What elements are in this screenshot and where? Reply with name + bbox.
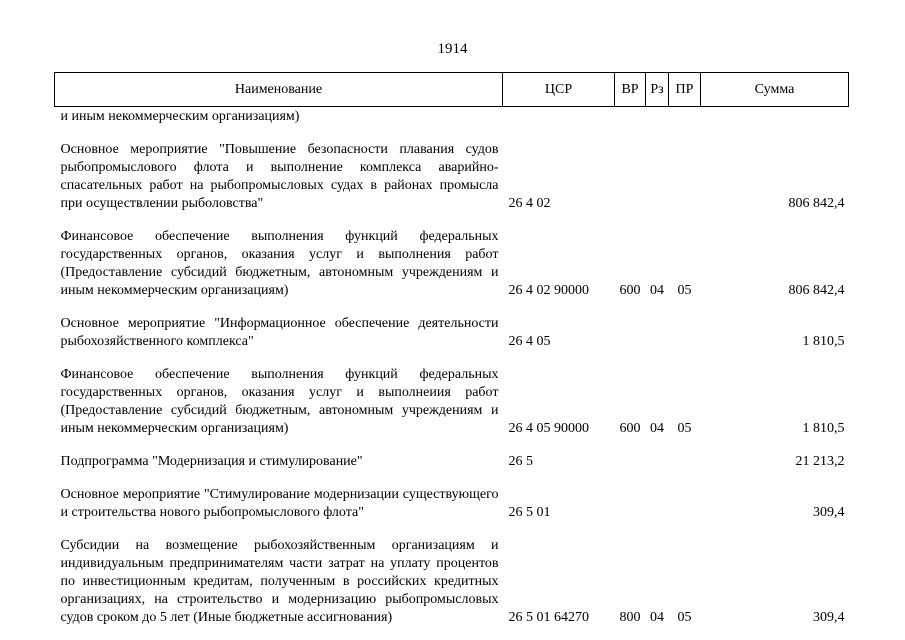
table-row [55, 366, 849, 438]
row-csr: 26 4 05 [508, 334, 551, 349]
row-name: Подпрограмма "Модернизация и стимулирование" [60, 454, 363, 469]
row-rz [646, 315, 669, 351]
row-rz: 04 [650, 421, 664, 436]
row-vr: 600 [619, 421, 641, 436]
table-row [55, 228, 849, 300]
row-pr [669, 107, 701, 127]
row-vr [615, 453, 646, 471]
header-csr: ЦСР [503, 73, 615, 107]
header-rz: Рз [646, 73, 669, 107]
row-name: и иным некоммерческим организациям) [60, 109, 300, 124]
table-row [55, 141, 849, 213]
row-csr: 26 5 [508, 454, 533, 469]
header-pr: ПР [669, 73, 701, 107]
row-csr: 26 4 05 90000 [508, 421, 589, 436]
row-rz: 04 [650, 610, 664, 625]
row-csr [503, 107, 615, 127]
row-csr: 26 4 02 90000 [508, 283, 589, 298]
page-number: 1914 [437, 41, 468, 57]
row-rz [646, 141, 669, 213]
row-name: Финансовое обеспечение выполнения функций федеральных государственных органов, оказания услуг и выполнеиия работ (Предоставление субсидий бюджетным, автономным учреждениям и иным некоммерческим организациям) [60, 367, 499, 436]
row-pr [669, 453, 701, 471]
table-row [55, 486, 849, 522]
row-vr [615, 107, 646, 127]
row-name: Финансовое обеспечение выполнения функций федеральных государственных органов, оказания услуг и выполнения работ (Предоставление субсидий бюджетным, автономным учреждениям и иным некоммерческим организациям) [60, 229, 499, 298]
row-pr: 05 [677, 610, 692, 625]
header-name: Наименование [55, 73, 503, 107]
row-pr [669, 315, 701, 351]
row-pr [669, 486, 701, 522]
row-csr: 26 4 02 [508, 196, 551, 211]
row-sum: 1 810,5 [802, 421, 845, 436]
row-rz: 04 [650, 283, 664, 298]
row-name: Основное мероприятие "Повышение безопасности плавания судов рыбопромыслового флота и выполнение комплекса аварийно-спасательных работ на рыбопромысловых судах в районах промысла при осуществлении рыболовства" [60, 142, 499, 211]
row-vr [615, 486, 646, 522]
table-row [55, 107, 849, 127]
row-sum: 309,4 [813, 610, 845, 625]
row-sum [701, 107, 849, 127]
row-vr [615, 141, 646, 213]
row-vr: 600 [619, 283, 641, 298]
row-csr: 26 5 01 [508, 505, 551, 520]
table-row [55, 537, 849, 627]
header-sum: Сумма [701, 73, 849, 107]
row-rz [646, 453, 669, 471]
row-pr: 05 [677, 283, 692, 298]
budget-table [54, 72, 849, 627]
row-pr: 05 [677, 421, 692, 436]
row-sum: 309,4 [813, 505, 845, 520]
table-row [55, 453, 849, 471]
table-header [55, 73, 849, 107]
header-vr: ВР [615, 73, 646, 107]
row-sum: 1 810,5 [802, 334, 845, 349]
row-sum: 21 213,2 [795, 454, 845, 469]
row-vr [615, 315, 646, 351]
row-sum: 806 842,4 [788, 283, 845, 298]
row-vr: 800 [619, 610, 641, 625]
row-name: Основное мероприятие "Информационное обеспечение деятельности рыбохозяйственного комплекса" [60, 316, 499, 349]
row-pr [669, 141, 701, 213]
table-row [55, 315, 849, 351]
row-name: Основное мероприятие "Стимулирование модернизации существующего и строительства нового рыбопромыслового флота" [60, 487, 499, 520]
row-sum: 806 842,4 [788, 196, 845, 211]
row-rz [646, 486, 669, 522]
row-rz [646, 107, 669, 127]
row-csr: 26 5 01 64270 [508, 610, 589, 625]
row-name: Субсидии на возмещение рыбохозяйственным организациям и индивидуальным предпринимателям части затрат на уплату процентов по инвестиционным кредитам, полученным в российских кредитных организациях, на строительство и модернизацию рыбопромысловых судов сроком до 5 лет (Иные бюджетные ассигнования) [60, 538, 499, 625]
